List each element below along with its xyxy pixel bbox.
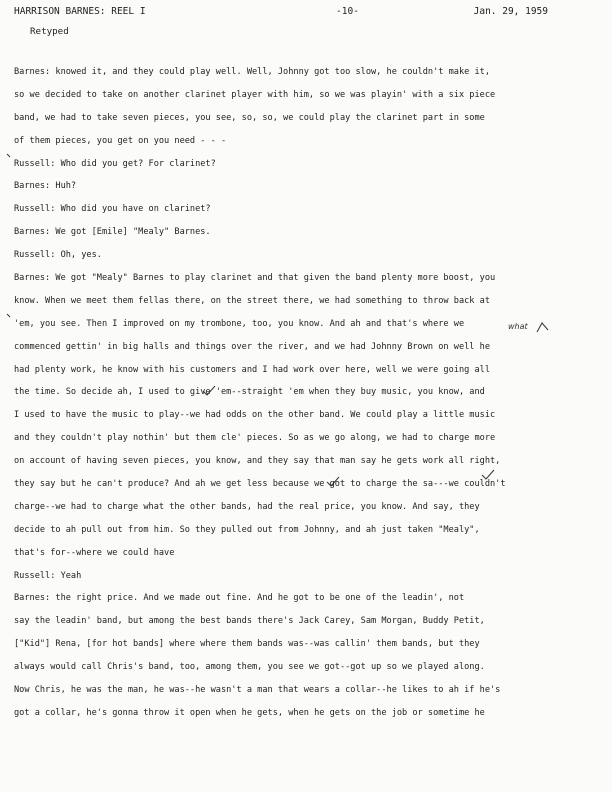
- transcript-line: Barnes: We got "Mealy" Barnes to play clarinet and that given the band plenty more boost, you: [14, 273, 496, 284]
- transcript-line: decide to ah pull out from him. So they pulled out from Johnny, and ah just taken "Mealy",: [14, 524, 480, 535]
- transcript-line: Barnes: knowed it, and they could play well. Well, Johnny got too slow, he couldn't make it,: [14, 67, 490, 77]
- transcript-line: on account of having seven pieces, you know, and they say that man say he gets work all right,: [14, 456, 501, 467]
- transcript-line: I used to have the music to play--we had odds on the other band. We could play a little music: [14, 410, 496, 421]
- page-header: [14, 6, 598, 20]
- check-mark-1: [202, 385, 216, 397]
- transcript-line: that's for--where we could have: [14, 547, 175, 558]
- transcript-line: the time. So decide ah, I used to give 'em--straight 'em when they buy music, you know, and: [14, 387, 485, 398]
- transcript-line: band, we had to take seven pieces, you see, so, so, we could play the clarinet part in some: [14, 112, 485, 123]
- transcript-line: Barnes: Huh?: [14, 181, 77, 192]
- transcript-line: say the leadin' band, but among the best bands there's Jack Carey, Sam Morgan, Buddy Petit,: [14, 616, 485, 627]
- check-mark-2: [326, 476, 340, 488]
- reel-title: HARRISON BARNES: REEL I: [14, 6, 146, 17]
- transcript-line: Russell: Who did you have on clarinet?: [14, 204, 211, 215]
- margin-tick-1: [6, 153, 12, 159]
- transcript-body: [14, 61, 594, 725]
- transcript-line: always would call Chris's band, too, among them, you see we got--got up so we played along.: [14, 662, 485, 673]
- margin-tick-2: [6, 313, 12, 319]
- transcript-line: of them pieces, you get on you need - - -: [14, 135, 227, 146]
- transcript-line: commenced gettin' in big halls and things over the river, and we had Johnny Brown on well he: [14, 341, 490, 352]
- transcript-line: they say but he can't produce? And ah we get less because we got to charge the sa---we couldn't: [14, 479, 506, 490]
- transcript-line: Now Chris, he was the man, he was--he wasn't a man that wears a collar--he likes to ah if he's: [14, 685, 501, 696]
- interview-date: Jan. 29, 1959: [473, 6, 548, 17]
- transcript-line: Russell: Yeah: [14, 570, 82, 581]
- page-number: -10-: [336, 6, 359, 17]
- transcript-line: had plenty work, he know with his customers and I had work over here, well we were going all: [14, 364, 490, 375]
- transcript-line: so we decided to take on another clarinet player with him, so we was playin' with a six piece: [14, 89, 496, 100]
- transcript-line: Russell: Oh, yes.: [14, 250, 102, 261]
- transcript-line: know. When we meet them fellas there, on the street there, we had something to throw back at: [14, 295, 490, 306]
- transcript-line: got a collar, he's gonna throw it open when he gets, when he gets on the job or sometime he: [14, 707, 485, 718]
- retyped-label: Retyped: [30, 26, 69, 37]
- transcript-line: charge--we had to charge what the other bands, had the real price, you know. And say, they: [14, 501, 480, 512]
- transcript-line: 'em, you see. Then I improved on my trombone, too, you know. And ah and that's where we: [14, 318, 465, 329]
- transcript-line: Russell: Who did you get? For clarinet?: [14, 158, 216, 169]
- handwritten-insertion-what: what: [508, 322, 528, 331]
- transcript-line: Barnes: We got [Emile] "Mealy" Barnes.: [14, 227, 211, 238]
- insertion-caret-mark: [536, 320, 550, 334]
- transcript-line: Barnes: the right price. And we made out fine. And he got to be one of the leadin', not: [14, 593, 465, 604]
- transcript-line: and they couldn't play nothin' but them cle' pieces. So as we go along, we had to charge more: [14, 433, 496, 444]
- check-mark-3: [481, 469, 495, 481]
- transcript-line: ["Kid"] Rena, [for hot bands] where where them bands was--was callin' them bands, but they: [14, 639, 480, 650]
